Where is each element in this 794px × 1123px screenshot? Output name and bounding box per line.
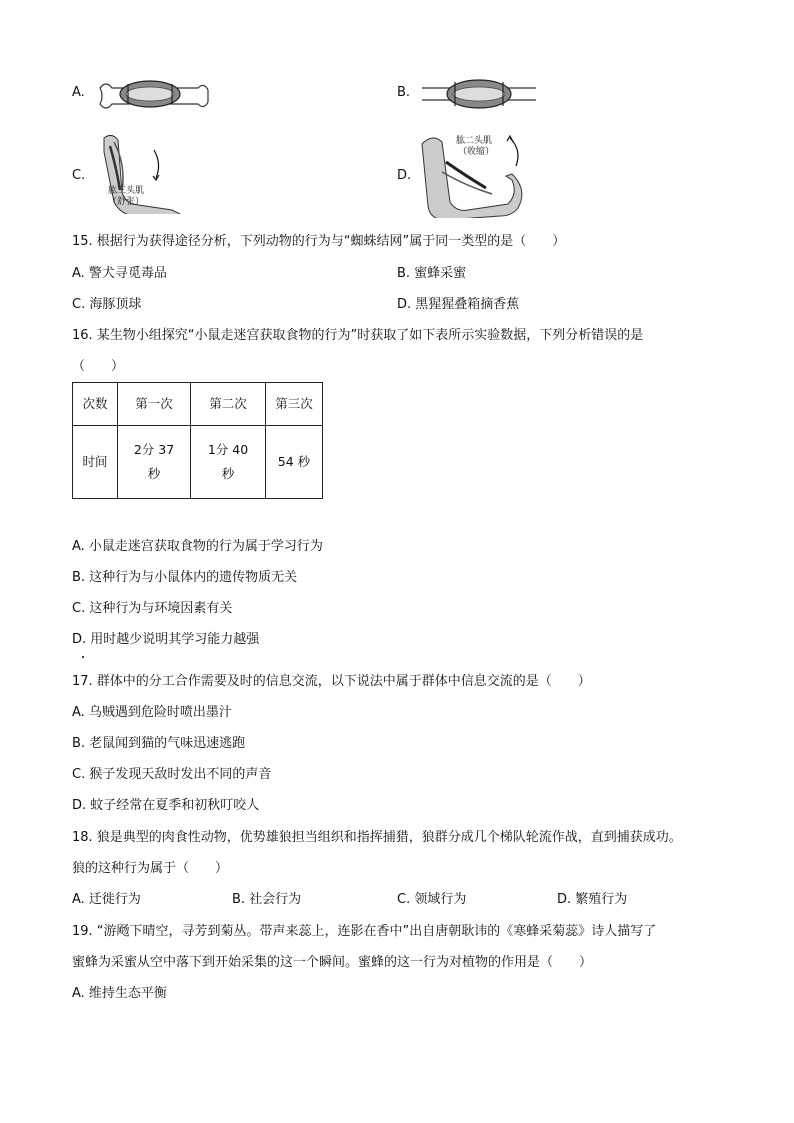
q16-stem-paren: （ ） (72, 359, 125, 374)
q19-option-a[interactable]: A. 维持生态平衡 (72, 986, 167, 1001)
q16-option-b[interactable]: B. 这种行为与小鼠体内的遗传物质无关 (72, 570, 298, 585)
q18-option-c[interactable]: C. 领域行为 (397, 892, 467, 907)
q14-d-muscle-state: （收缩） (458, 147, 495, 157)
table-row-label: 时间 (73, 426, 118, 499)
q18-option-d[interactable]: D. 繁殖行为 (557, 892, 628, 907)
table-cell (191, 426, 266, 499)
q19-stem-line2: 蜜蜂为采蜜从空中落下到开始采集的这一个瞬间。蜜蜂的这一行为对植物的作用是（ ） (72, 955, 593, 970)
q14-c-muscle-label: 肱三头肌 (108, 186, 145, 196)
q18-option-a[interactable]: A. 迁徙行为 (72, 892, 141, 907)
q15-option-a[interactable]: A. 警犬寻觅毒品 (72, 266, 167, 281)
q19-stem: 19. “游飏下晴空，寻芳到菊丛。带声来蕊上，连影在香中”出自唐朝耿讳的《寒蜂采菊蕊》诗人描写了 (72, 924, 657, 939)
q15-option-c[interactable]: C. 海豚顶球 (72, 297, 142, 312)
q16-data-table (72, 382, 323, 499)
q15-option-b[interactable]: B. 蜜蜂采蜜 (397, 266, 467, 281)
q14-figure-b (420, 76, 538, 112)
q16-option-c[interactable]: C. 这种行为与环境因素有关 (72, 601, 233, 616)
cell-line: 秒 (147, 466, 161, 481)
q14-option-a-label[interactable]: A. (72, 85, 85, 100)
table-header-cell: 第一次 (118, 383, 191, 426)
q16-option-d[interactable]: D. 用时越少说明其学习能力越强 (72, 632, 260, 647)
cell-line: 1分 40 (207, 442, 249, 457)
q16-stem: 16. 某生物小组探究“小鼠走迷宫获取食物的行为”时获取了如下表所示实验数据，下列分析错误的是 (72, 328, 644, 343)
table-header-cell: 次数 (73, 383, 118, 426)
q14-d-muscle-label: 肱二头肌 (456, 136, 493, 146)
cell-line: 秒 (221, 466, 235, 481)
q17-option-b[interactable]: B. 老鼠闻到猫的气味迅速逃跑 (72, 736, 246, 751)
table-header-row (73, 383, 323, 426)
table-row (73, 426, 323, 499)
q15-stem: 15. 根据行为获得途径分析，下列动物的行为与“蜘蛛结网”属于同一类型的是（ ） (72, 234, 566, 249)
q18-option-b[interactable]: B. 社会行为 (232, 892, 302, 907)
q16-option-a[interactable]: A. 小鼠走迷宫获取食物的行为属于学习行为 (72, 539, 323, 554)
q14-c-muscle-state: （舒张） (108, 197, 145, 207)
cell-line: 54 秒 (277, 454, 311, 469)
q17-option-c[interactable]: C. 猴子发现天敌时发出不同的声音 (72, 767, 272, 782)
q18-stem-line2: 狼的这种行为属于（ ） (72, 861, 229, 876)
cell-line: 2分 37 (133, 442, 175, 457)
q17-option-d[interactable]: D. 蚊子经常在夏季和初秋叮咬人 (72, 798, 260, 813)
stray-dot (82, 656, 84, 658)
table-cell (266, 426, 323, 499)
table-header-cell: 第二次 (191, 383, 266, 426)
table-cell (118, 426, 191, 499)
q14-figure-a (98, 76, 210, 112)
q17-option-a[interactable]: A. 乌贼遇到危险时喷出墨汁 (72, 705, 232, 720)
table-header-cell: 第三次 (266, 383, 323, 426)
q14-option-c-label[interactable]: C. (72, 168, 86, 183)
q14-option-b-label[interactable]: B. (397, 85, 411, 100)
q14-option-d-label[interactable]: D. (397, 168, 412, 183)
q15-option-d[interactable]: D. 黑猩猩叠箱摘香蕉 (397, 297, 520, 312)
q17-stem: 17. 群体中的分工合作需要及时的信息交流，以下说法中属于群体中信息交流的是（ ） (72, 674, 591, 689)
q18-stem: 18. 狼是典型的肉食性动物，优势雄狼担当组织和指挥捕猎，狼群分成几个梯队轮流作战，直到捕获成功。 (72, 830, 682, 845)
